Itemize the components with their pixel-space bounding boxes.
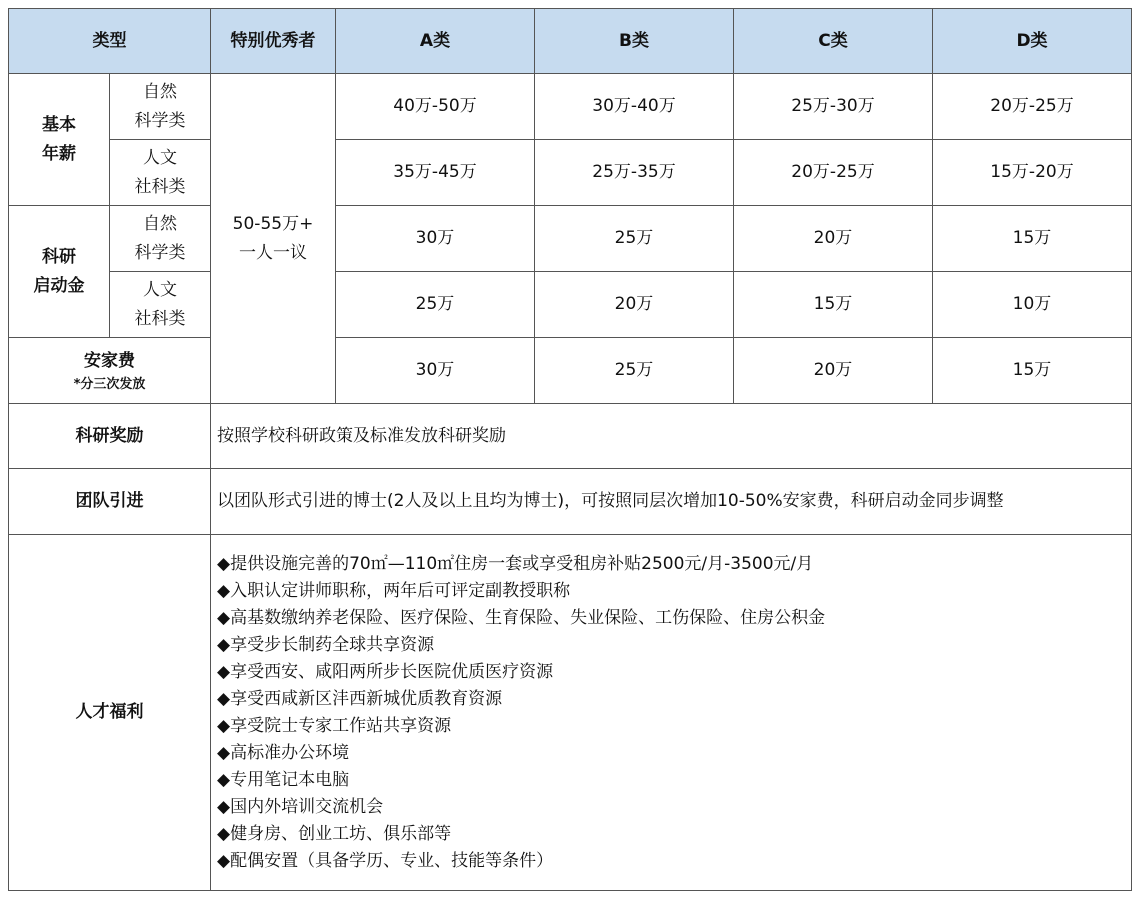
welfare-item: ◆享受西咸新区沣西新城优质教育资源 xyxy=(217,688,503,709)
research-award-label: 科研奖励 xyxy=(9,404,211,469)
basic-salary-humanities-b: 25万-35万 xyxy=(535,140,734,206)
basic-salary-humanities-a: 35万-45万 xyxy=(336,140,535,206)
startup-fund-humanities-d: 10万 xyxy=(933,272,1132,338)
talent-policy-table xyxy=(8,8,1132,891)
startup-fund-natural-label: 自然 科学类 xyxy=(110,206,211,272)
startup-fund-humanities-row xyxy=(9,272,1132,338)
startup-fund-natural-b: 25万 xyxy=(535,206,734,272)
welfare-item: ◆健身房、创业工坊、俱乐部等 xyxy=(217,823,452,844)
team-row xyxy=(9,469,1132,535)
startup-fund-humanities-b: 20万 xyxy=(535,272,734,338)
startup-fund-natural-c: 20万 xyxy=(734,206,933,272)
basic-salary-natural-b: 30万-40万 xyxy=(535,74,734,140)
research-award-text: 按照学校科研政策及标准发放科研奖励 xyxy=(211,404,1132,469)
basic-salary-humanities-d: 15万-20万 xyxy=(933,140,1132,206)
settling-label-cell xyxy=(9,338,211,404)
settling-d: 15万 xyxy=(933,338,1132,404)
special-value-cell: 50-55万+ 一人一议 xyxy=(211,74,336,404)
research-award-row xyxy=(9,404,1132,469)
header-b: B类 xyxy=(535,9,734,74)
basic-salary-natural-label: 自然 科学类 xyxy=(110,74,211,140)
welfare-row xyxy=(9,535,1132,891)
startup-fund-label: 科研 启动金 xyxy=(9,206,110,338)
settling-c: 20万 xyxy=(734,338,933,404)
welfare-item: ◆高基数缴纳养老保险、医疗保险、生育保险、失业保险、工伤保险、住房公积金 xyxy=(217,607,826,628)
welfare-item: ◆提供设施完善的70㎡—110㎡住房一套或享受租房补贴2500元/月-3500元/月 xyxy=(217,553,814,574)
welfare-item: ◆国内外培训交流机会 xyxy=(217,796,384,817)
welfare-item: ◆专用笔记本电脑 xyxy=(217,769,350,790)
welfare-item: ◆享受院士专家工作站共享资源 xyxy=(217,715,452,736)
startup-fund-humanities-a: 25万 xyxy=(336,272,535,338)
welfare-item: ◆高标准办公环境 xyxy=(217,742,350,763)
welfare-item: ◆享受步长制药全球共享资源 xyxy=(217,634,435,655)
welfare-item: ◆入职认定讲师职称，两年后可评定副教授职称 xyxy=(217,580,571,601)
header-a: A类 xyxy=(336,9,535,74)
settling-b: 25万 xyxy=(535,338,734,404)
basic-salary-humanities-row xyxy=(9,140,1132,206)
startup-fund-humanities-label: 人文 社科类 xyxy=(110,272,211,338)
settling-row xyxy=(9,338,1132,404)
welfare-item: ◆配偶安置（具备学历、专业、技能等条件） xyxy=(217,850,554,871)
basic-salary-natural-a: 40万-50万 xyxy=(336,74,535,140)
startup-fund-natural-row xyxy=(9,206,1132,272)
basic-salary-natural-row xyxy=(9,74,1132,140)
welfare-label: 人才福利 xyxy=(9,535,211,891)
basic-salary-label: 基本 年薪 xyxy=(9,74,110,206)
settling-note: *分三次发放 xyxy=(73,377,146,392)
settling-a: 30万 xyxy=(336,338,535,404)
settling-label: 安家费 xyxy=(84,351,135,371)
header-row xyxy=(9,9,1132,74)
startup-fund-natural-d: 15万 xyxy=(933,206,1132,272)
basic-salary-natural-c: 25万-30万 xyxy=(734,74,933,140)
header-c: C类 xyxy=(734,9,933,74)
talent-policy-table-wrapper xyxy=(8,8,1132,891)
header-special: 特别优秀者 xyxy=(211,9,336,74)
basic-salary-humanities-c: 20万-25万 xyxy=(734,140,933,206)
startup-fund-natural-a: 30万 xyxy=(336,206,535,272)
header-type: 类型 xyxy=(9,9,211,74)
welfare-item: ◆享受西安、咸阳两所步长医院优质医疗资源 xyxy=(217,661,554,682)
startup-fund-humanities-c: 15万 xyxy=(734,272,933,338)
team-text: 以团队形式引进的博士(2人及以上且均为博士)，可按照同层次增加10-50%安家费，科研启动金同步调整 xyxy=(211,469,1132,535)
team-label: 团队引进 xyxy=(9,469,211,535)
header-d: D类 xyxy=(933,9,1132,74)
basic-salary-natural-d: 20万-25万 xyxy=(933,74,1132,140)
basic-salary-humanities-label: 人文 社科类 xyxy=(110,140,211,206)
welfare-list xyxy=(211,535,1132,891)
